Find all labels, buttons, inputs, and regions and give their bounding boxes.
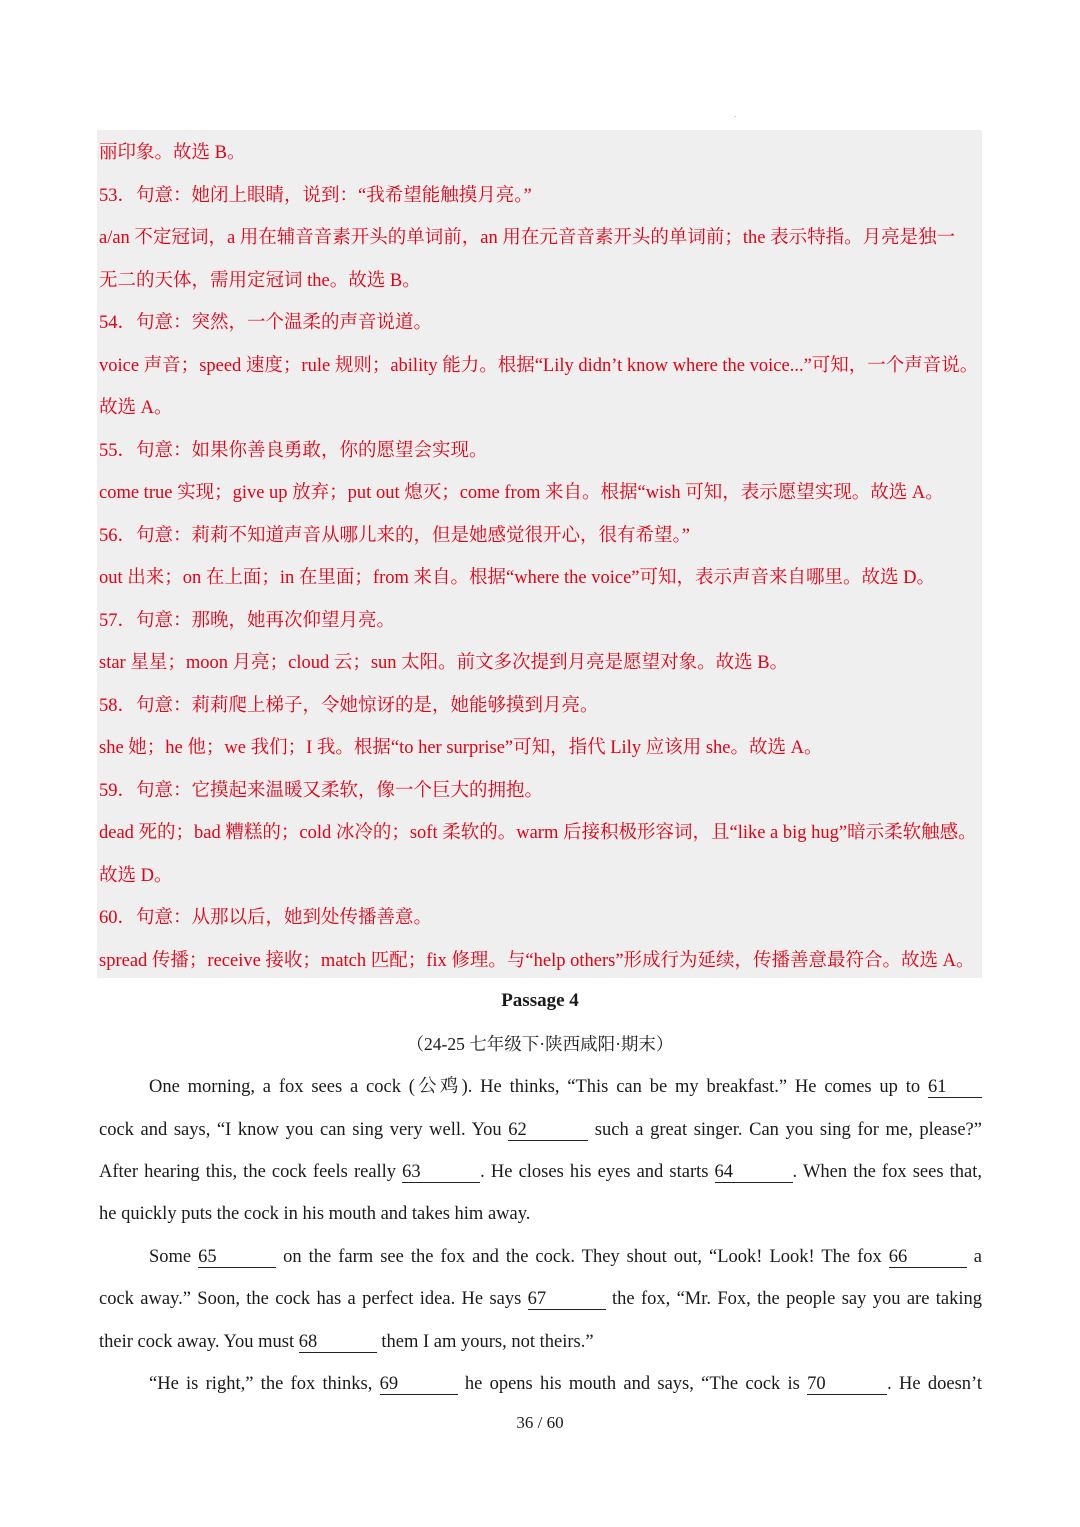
answer-line: dead 死的；bad 糟糕的；cold 冰冷的；soft 柔软的。warm 后接积极形容词，且“like a big hug”暗示柔软触感。	[99, 823, 977, 843]
blank-62[interactable]: 62	[508, 1120, 588, 1141]
answer-line: 55．句意：如果你善良勇敢，你的愿望会实现。	[99, 440, 488, 461]
passage-title: Passage 4	[501, 990, 579, 1011]
passage-line-1: One morning, a fox sees a cock (公鸡). He thinks, “This can be my breakfast.” He comes up to 61	[149, 1075, 982, 1099]
answer-line: come true 实现；give up 放弃；put out 熄灭；come from 来自。根据“wish 可知，表示愿望实现。故选 A。	[99, 483, 944, 503]
passage-source: （24-25 七年级下·陕西咸阳·期末）	[406, 1034, 674, 1054]
passage-line-5: Some 65 on the farm see the fox and the cock. They shout out, “Look! Look! The fox 66 a	[149, 1247, 982, 1267]
answer-line: 53．句意：她闭上眼睛，说到：“我希望能触摸月亮。”	[99, 185, 532, 206]
answer-line: 60．句意：从那以后，她到处传播善意。	[99, 908, 433, 928]
answer-line: she 她；he 他；we 我们；I 我。根据“to her surprise”可知，指代 Lily 应该用 she。故选 A。	[99, 738, 823, 758]
answer-line: 故选 D。	[99, 865, 173, 886]
passage-line-3: After hearing this, the cock feels really 63 . He closes his eyes and starts 64 . When the fox sees that,	[99, 1162, 982, 1182]
answer-line: 无二的天体，需用定冠词 the。故选 B。	[99, 270, 421, 291]
passage-line-4: he quickly puts the cock in his mouth and takes him away.	[99, 1204, 531, 1224]
answer-line: 57．句意：那晚，她再次仰望月亮。	[99, 610, 396, 631]
blank-61[interactable]: 61	[928, 1077, 982, 1098]
scan-mark: .	[734, 110, 736, 119]
answer-line: star 星星；moon 月亮；cloud 云；sun 太阳。前文多次提到月亮是愿望对象。故选 B。	[99, 653, 789, 673]
blank-68[interactable]: 68	[299, 1332, 377, 1353]
blank-67[interactable]: 67	[528, 1289, 606, 1310]
answer-line: voice 声音；speed 速度；rule 规则；ability 能力。根据“Lily didn’t know where the voice...”可知，一个声音说。	[99, 355, 979, 376]
blank-66[interactable]: 66	[889, 1247, 967, 1268]
answer-line: spread 传播；receive 接收；match 匹配；fix 修理。与“help others”形成行为延续，传播善意最符合。故选 A。	[99, 950, 975, 971]
answer-line: 59．句意：它摸起来温暖又柔软，像一个巨大的拥抱。	[99, 780, 544, 801]
answer-line: 丽印象。故选 B。	[99, 143, 246, 163]
passage-line-7: their cock away. You must 68 them I am yours, not theirs.”	[99, 1332, 594, 1352]
blank-69[interactable]: 69	[380, 1374, 458, 1395]
passage-line-8: “He is right,” the fox thinks, 69 he opens his mouth and says, “The cock is 70 . He doesn’t	[149, 1374, 983, 1394]
passage-line-6: cock away.” Soon, the cock has a perfect idea. He says 67 the fox, “Mr. Fox, the people say you are taking	[99, 1289, 982, 1309]
answer-line: 故选 A。	[99, 398, 173, 418]
answer-line: 56．句意：莉莉不知道声音从哪儿来的，但是她感觉很开心，很有希望。”	[99, 525, 690, 546]
answer-line: 54．句意：突然，一个温柔的声音说道。	[99, 313, 433, 333]
page-number: 36 / 60	[516, 1413, 564, 1432]
blank-63[interactable]: 63	[402, 1162, 480, 1183]
answer-line: out 出来；on 在上面；in 在里面；from 来自。根据“where the voice”可知，表示声音来自哪里。故选 D。	[99, 568, 936, 588]
blank-70[interactable]: 70	[807, 1374, 887, 1395]
passage-line-2: cock and says, “I know you can sing very well. You 62 such a great singer. Can you sing for me, please?”	[99, 1120, 982, 1140]
answer-line: a/an 不定冠词，a 用在辅音音素开头的单词前，an 用在元音音素开头的单词前；the 表示特指。月亮是独一	[99, 228, 956, 248]
blank-64[interactable]: 64	[715, 1162, 793, 1183]
answer-explanation-box	[97, 130, 982, 978]
answer-line: 58．句意：莉莉爬上梯子，令她惊讶的是，她能够摸到月亮。	[99, 695, 599, 716]
blank-65[interactable]: 65	[198, 1247, 276, 1268]
